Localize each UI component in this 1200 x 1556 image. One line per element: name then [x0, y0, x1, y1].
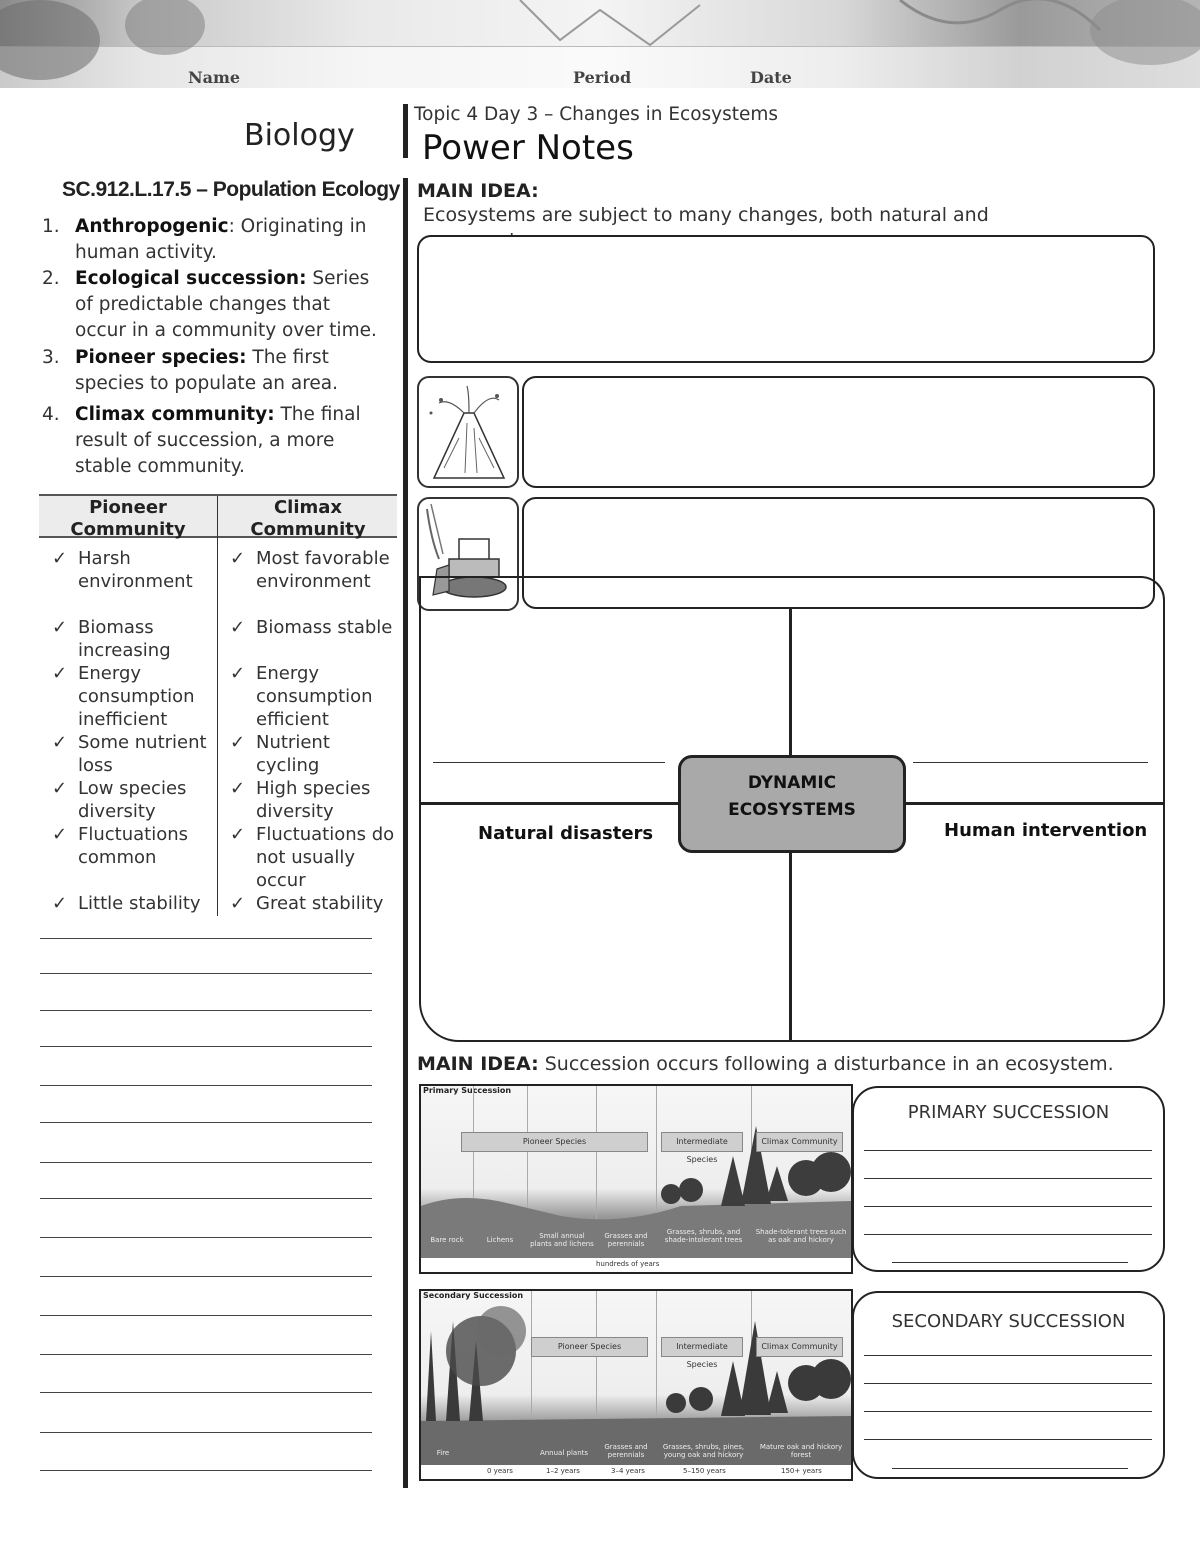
answer-line[interactable]: [864, 1383, 1152, 1384]
secondary-succession-diagram: [419, 1289, 853, 1481]
diagram-footer: [421, 1465, 851, 1479]
title-bar: [403, 104, 408, 158]
name-label: Name: [188, 68, 241, 87]
time-label: hundreds of years: [596, 1260, 660, 1268]
column-header-pioneer: Pioneer Community: [70, 497, 186, 540]
subject-title: Biology: [244, 118, 355, 153]
definition-number: 1.: [42, 216, 60, 237]
succession-arrow: Intermediate Species: [661, 1132, 743, 1152]
answer-line[interactable]: [864, 1439, 1152, 1440]
answer-line-right[interactable]: [913, 762, 1148, 763]
check-icon: ✓: [52, 893, 68, 914]
box-title: PRIMARY SUCCESSION: [907, 1102, 1110, 1123]
box-title: SECONDARY SUCCESSION: [891, 1311, 1126, 1332]
answer-line[interactable]: [864, 1206, 1152, 1207]
standard-heading: SC.912.L.17.5 – Population Ecology: [62, 178, 400, 201]
diagram-footer: [421, 1258, 851, 1272]
main-idea-label: MAIN IDEA:: [417, 1053, 539, 1075]
stage-label: Lichens: [486, 1236, 514, 1244]
notes-box[interactable]: [522, 376, 1155, 488]
succession-arrow: Pioneer Species: [461, 1132, 648, 1152]
stage-label: Grasses, shrubs, pines, young oak and hickory: [662, 1443, 745, 1459]
definition-term: Anthropogenic: [75, 216, 229, 237]
time-label: 150+ years: [781, 1467, 822, 1475]
definition-term: Climax community:: [75, 404, 275, 425]
check-icon: ✓: [230, 778, 246, 799]
human-intervention-label: Human intervention: [944, 820, 1148, 841]
check-icon: ✓: [52, 778, 68, 799]
writing-line[interactable]: [40, 1392, 372, 1393]
answer-line[interactable]: [864, 1234, 1152, 1235]
stage-label: Grasses and perennials: [604, 1443, 648, 1459]
writing-line[interactable]: [40, 1276, 372, 1277]
writing-line[interactable]: [40, 1122, 372, 1123]
writing-line[interactable]: [40, 973, 372, 974]
pioneer-item: ✓ Little stability: [52, 893, 201, 914]
volcano-icon: [419, 378, 517, 486]
definition-term: Ecological succession:: [75, 268, 307, 289]
writing-line[interactable]: [40, 1162, 372, 1163]
date-label: Date: [750, 68, 792, 87]
community-comparison-table: [39, 494, 397, 914]
check-icon: ✓: [230, 893, 246, 914]
writing-line[interactable]: [40, 1432, 372, 1433]
pioneer-item: ✓ Energy consumption inefficient: [52, 663, 195, 730]
climax-item: ✓ Biomass stable: [230, 617, 393, 638]
writing-line[interactable]: [40, 1198, 372, 1199]
stage-label: Small annual plants and lichens: [530, 1232, 594, 1248]
definition-4: [42, 402, 377, 480]
pioneer-item: ✓ Biomass increasing: [52, 617, 171, 661]
writing-line[interactable]: [40, 1046, 372, 1047]
notes-box[interactable]: [417, 235, 1155, 363]
definition-1: [42, 214, 377, 266]
diagram-title: Primary Succession: [423, 1086, 512, 1095]
time-label: 3–4 years: [611, 1467, 645, 1475]
pioneer-item: ✓ Harsh environment: [52, 548, 193, 592]
writing-line[interactable]: [40, 1085, 372, 1086]
answer-line[interactable]: [864, 1411, 1152, 1412]
stage-label: Fire: [436, 1449, 450, 1457]
header-banner: [0, 0, 1200, 88]
secondary-succession-box[interactable]: [852, 1291, 1165, 1479]
succession-arrow: Intermediate Species: [661, 1337, 743, 1357]
check-icon: ✓: [230, 732, 246, 753]
check-icon: ✓: [52, 732, 68, 753]
stage-label: Mature oak and hickory forest: [759, 1443, 843, 1459]
check-icon: ✓: [52, 617, 68, 638]
answer-line[interactable]: [892, 1262, 1128, 1263]
stage-label: Grasses, shrubs, and shade-intolerant trees: [664, 1228, 743, 1244]
answer-line-left[interactable]: [433, 762, 665, 763]
main-idea-text: Ecosystems are subject to many changes, both natural and: [423, 204, 989, 226]
climax-item: ✓ Nutrient cycling: [230, 732, 330, 776]
column-header-climax: Climax Community: [250, 497, 366, 540]
period-label: Period: [573, 68, 632, 87]
definition-text: The final result of succession, a more stable community.: [75, 404, 361, 477]
pioneer-item: ✓ Some nutrient loss: [52, 732, 207, 776]
pioneer-item: ✓ Low species diversity: [52, 778, 187, 822]
definition-number: 2.: [42, 268, 60, 289]
definition-term: Pioneer species:: [75, 347, 247, 368]
check-icon: ✓: [230, 663, 246, 684]
volcano-image: [417, 376, 519, 488]
page-title: Power Notes: [422, 128, 634, 168]
definition-text: The first species to populate an area.: [75, 347, 339, 394]
stage-label: Grasses and perennials: [604, 1232, 648, 1248]
time-label: 1–2 years: [546, 1467, 580, 1475]
writing-line[interactable]: [40, 938, 372, 939]
writing-line[interactable]: [40, 1354, 372, 1355]
time-label: 5–150 years: [683, 1467, 726, 1475]
primary-succession-box[interactable]: [852, 1086, 1165, 1272]
definition-number: 4.: [42, 404, 60, 425]
diagram-title: Secondary Succession: [423, 1291, 524, 1300]
succession-arrow: Pioneer Species: [531, 1337, 648, 1357]
succession-arrow: Climax Community: [756, 1337, 843, 1357]
climax-item: ✓ Great stability: [230, 893, 384, 914]
climax-item: ✓ Fluctuations do not usually occur: [230, 824, 395, 891]
definition-2: [42, 266, 377, 344]
definition-3: [42, 345, 377, 397]
succession-arrow: Climax Community: [756, 1132, 843, 1152]
topic-heading: Topic 4 Day 3 – Changes in Ecosystems: [414, 104, 779, 125]
writing-line[interactable]: [40, 1470, 372, 1471]
main-idea-text: Succession occurs following a disturbance in an ecosystem.: [544, 1053, 1114, 1075]
main-idea-2: [417, 1053, 1177, 1075]
check-icon: ✓: [230, 824, 246, 845]
answer-line[interactable]: [864, 1178, 1152, 1179]
check-icon: ✓: [52, 824, 68, 845]
climax-item: ✓ Energy consumption efficient: [230, 663, 373, 730]
check-icon: ✓: [230, 548, 246, 569]
climax-item: ✓ Most favorable environment: [230, 548, 390, 592]
stage-label: Shade-tolerant trees such as oak and hickory: [755, 1228, 847, 1244]
answer-line[interactable]: [892, 1468, 1128, 1469]
writing-line[interactable]: [40, 1315, 372, 1316]
check-icon: ✓: [52, 663, 68, 684]
writing-line[interactable]: [40, 1010, 372, 1011]
primary-succession-diagram: [419, 1084, 853, 1274]
climax-item: ✓ High species diversity: [230, 778, 371, 822]
pioneer-item: ✓ Fluctuations common: [52, 824, 189, 868]
writing-line[interactable]: [40, 1237, 372, 1238]
definition-text: : Originating in human activity.: [75, 216, 367, 263]
column-divider: [403, 178, 408, 1488]
check-icon: ✓: [230, 617, 246, 638]
stage-label: Bare rock: [430, 1236, 464, 1244]
main-idea-label: MAIN IDEA:: [417, 180, 539, 202]
answer-line[interactable]: [864, 1355, 1152, 1356]
dynamic-ecosystems-center: DYNAMIC ECOSYSTEMS: [678, 755, 906, 853]
time-label: 0 years: [487, 1467, 513, 1475]
definition-text: Series of predictable changes that occur in a community over time.: [75, 268, 377, 341]
answer-line[interactable]: [864, 1150, 1152, 1151]
definition-number: 3.: [42, 347, 60, 368]
stage-label: Annual plants: [539, 1449, 589, 1457]
check-icon: ✓: [52, 548, 68, 569]
natural-disasters-label: Natural disasters: [478, 823, 654, 844]
